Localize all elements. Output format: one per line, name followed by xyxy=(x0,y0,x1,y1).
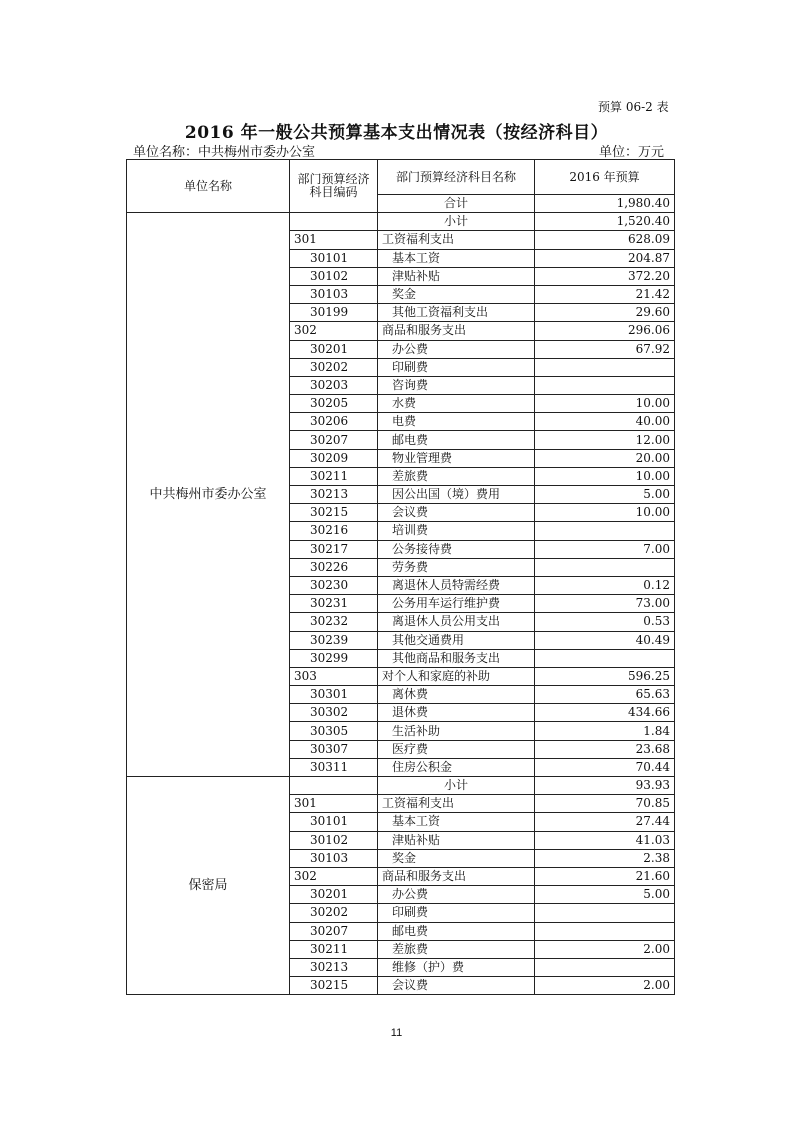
account-code-cell: 30103 xyxy=(290,285,378,303)
budget-value-cell: 40.00 xyxy=(535,413,675,431)
budget-value-cell: 41.03 xyxy=(535,831,675,849)
budget-value-cell: 5.00 xyxy=(535,486,675,504)
account-name-cell: 电费 xyxy=(378,413,535,431)
budget-value-cell xyxy=(535,522,675,540)
budget-table-body xyxy=(127,160,675,995)
account-name-cell: 会议费 xyxy=(378,504,535,522)
account-code-cell: 30101 xyxy=(290,249,378,267)
header-unit-name: 单位名称 xyxy=(127,160,290,213)
budget-value-cell: 93.93 xyxy=(535,777,675,795)
account-name-cell: 邮电费 xyxy=(378,431,535,449)
account-code-cell: 30230 xyxy=(290,576,378,594)
budget-value-cell: 29.60 xyxy=(535,304,675,322)
account-code-cell: 30239 xyxy=(290,631,378,649)
budget-value-cell: 67.92 xyxy=(535,340,675,358)
account-code-cell: 30305 xyxy=(290,722,378,740)
page-number: 11 xyxy=(390,1027,403,1039)
budget-value-cell: 0.53 xyxy=(535,613,675,631)
account-name-cell: 基本工资 xyxy=(378,249,535,267)
account-code-cell: 30311 xyxy=(290,758,378,776)
account-code-cell: 30207 xyxy=(290,922,378,940)
account-code-cell: 30213 xyxy=(290,486,378,504)
unit-name-label: 单位名称：中共梅州市委办公室 xyxy=(133,145,316,160)
account-name-cell: 对个人和家庭的补助 xyxy=(378,667,535,685)
account-name-cell: 维修（护）费 xyxy=(378,958,535,976)
budget-value-cell: 434.66 xyxy=(535,704,675,722)
account-code-cell: 30232 xyxy=(290,613,378,631)
budget-value-cell: 2.38 xyxy=(535,849,675,867)
budget-value-cell: 20.00 xyxy=(535,449,675,467)
account-name-cell: 奖金 xyxy=(378,285,535,303)
account-name-cell: 印刷费 xyxy=(378,358,535,376)
budget-value-cell: 23.68 xyxy=(535,740,675,758)
account-code-cell: 30102 xyxy=(290,267,378,285)
account-name-cell: 奖金 xyxy=(378,849,535,867)
account-code-cell: 30211 xyxy=(290,467,378,485)
account-code-cell: 30215 xyxy=(290,504,378,522)
account-name-cell: 住房公积金 xyxy=(378,758,535,776)
account-name-cell: 离退休人员公用支出 xyxy=(378,613,535,631)
budget-value-cell: 10.00 xyxy=(535,467,675,485)
budget-value-cell: 10.00 xyxy=(535,395,675,413)
budget-value-cell xyxy=(535,904,675,922)
account-name-cell: 医疗费 xyxy=(378,740,535,758)
account-code-cell xyxy=(290,213,378,231)
account-name-cell: 生活补助 xyxy=(378,722,535,740)
budget-value-cell: 2.00 xyxy=(535,977,675,995)
account-name-cell: 工资福利支出 xyxy=(378,795,535,813)
account-name-cell: 公务接待费 xyxy=(378,540,535,558)
budget-value-cell: 73.00 xyxy=(535,595,675,613)
account-code-cell: 30203 xyxy=(290,376,378,394)
account-name-cell: 退休费 xyxy=(378,704,535,722)
account-code-cell: 30231 xyxy=(290,595,378,613)
budget-value-cell: 21.42 xyxy=(535,285,675,303)
budget-value-cell: 7.00 xyxy=(535,540,675,558)
account-name-cell: 商品和服务支出 xyxy=(378,867,535,885)
account-code-cell: 30207 xyxy=(290,431,378,449)
account-name-cell: 因公出国（境）费用 xyxy=(378,486,535,504)
account-code-cell: 30202 xyxy=(290,904,378,922)
page-title: 2016 年一般公共预算基本支出情况表（按经济科目） xyxy=(184,123,609,143)
table-row xyxy=(127,213,675,231)
budget-value-cell xyxy=(535,922,675,940)
budget-value-cell: 5.00 xyxy=(535,886,675,904)
account-name-cell: 邮电费 xyxy=(378,922,535,940)
budget-value-cell: 70.44 xyxy=(535,758,675,776)
budget-value-cell: 10.00 xyxy=(535,504,675,522)
header-code: 部门预算经济科目编码 xyxy=(290,160,378,213)
account-name-cell: 公务用车运行维护费 xyxy=(378,595,535,613)
account-name-cell: 其他商品和服务支出 xyxy=(378,649,535,667)
account-code-cell: 30211 xyxy=(290,940,378,958)
account-code-cell: 30226 xyxy=(290,558,378,576)
account-code-cell: 30205 xyxy=(290,395,378,413)
account-code-cell: 30215 xyxy=(290,977,378,995)
account-name-cell: 办公费 xyxy=(378,340,535,358)
budget-value-cell: 65.63 xyxy=(535,686,675,704)
account-name-cell: 咨询费 xyxy=(378,376,535,394)
budget-value-cell: 1,520.40 xyxy=(535,213,675,231)
account-name-cell: 小计 xyxy=(378,777,535,795)
account-code-cell: 30102 xyxy=(290,831,378,849)
budget-value-cell: 1.84 xyxy=(535,722,675,740)
account-code-cell: 302 xyxy=(290,322,378,340)
budget-value-cell: 27.44 xyxy=(535,813,675,831)
account-code-cell: 302 xyxy=(290,867,378,885)
account-name-cell: 水费 xyxy=(378,395,535,413)
account-code-cell: 30209 xyxy=(290,449,378,467)
budget-value-cell: 0.12 xyxy=(535,576,675,594)
account-name-cell: 商品和服务支出 xyxy=(378,322,535,340)
form-code-label: 预算 06-2 表 xyxy=(598,100,669,114)
account-code-cell xyxy=(290,777,378,795)
account-code-cell: 301 xyxy=(290,231,378,249)
account-code-cell: 30301 xyxy=(290,686,378,704)
header-budget: 2016 年预算 xyxy=(535,160,675,195)
budget-value-cell: 12.00 xyxy=(535,431,675,449)
account-name-cell: 基本工资 xyxy=(378,813,535,831)
account-name-cell: 其他交通费用 xyxy=(378,631,535,649)
account-code-cell: 30201 xyxy=(290,886,378,904)
budget-value-cell xyxy=(535,958,675,976)
currency-unit-label: 单位：万元 xyxy=(599,145,665,160)
account-name-cell: 津贴补贴 xyxy=(378,831,535,849)
total-value: 1,980.40 xyxy=(535,195,675,213)
header-row xyxy=(127,160,675,195)
budget-value-cell xyxy=(535,558,675,576)
budget-value-cell: 596.25 xyxy=(535,667,675,685)
account-name-cell: 差旅费 xyxy=(378,467,535,485)
unit-name-cell: 中共梅州市委办公室 xyxy=(127,213,290,777)
account-name-cell: 培训费 xyxy=(378,522,535,540)
account-code-cell: 30213 xyxy=(290,958,378,976)
account-name-cell: 离休费 xyxy=(378,686,535,704)
account-name-cell: 差旅费 xyxy=(378,940,535,958)
account-code-cell: 30307 xyxy=(290,740,378,758)
account-name-cell: 物业管理费 xyxy=(378,449,535,467)
budget-value-cell xyxy=(535,358,675,376)
account-code-cell: 30216 xyxy=(290,522,378,540)
unit-name-cell: 保密局 xyxy=(127,777,290,995)
account-name-cell: 会议费 xyxy=(378,977,535,995)
account-code-cell: 30217 xyxy=(290,540,378,558)
account-name-cell: 劳务费 xyxy=(378,558,535,576)
account-code-cell: 30202 xyxy=(290,358,378,376)
budget-value-cell xyxy=(535,376,675,394)
budget-value-cell: 296.06 xyxy=(535,322,675,340)
account-name-cell: 津贴补贴 xyxy=(378,267,535,285)
account-name-cell: 其他工资福利支出 xyxy=(378,304,535,322)
budget-value-cell: 372.20 xyxy=(535,267,675,285)
budget-value-cell: 70.85 xyxy=(535,795,675,813)
budget-value-cell: 21.60 xyxy=(535,867,675,885)
budget-value-cell: 40.49 xyxy=(535,631,675,649)
account-code-cell: 30101 xyxy=(290,813,378,831)
account-name-cell: 办公费 xyxy=(378,886,535,904)
account-name-cell: 工资福利支出 xyxy=(378,231,535,249)
account-name-cell: 小计 xyxy=(378,213,535,231)
account-code-cell: 301 xyxy=(290,795,378,813)
account-code-cell: 30199 xyxy=(290,304,378,322)
budget-value-cell: 204.87 xyxy=(535,249,675,267)
budget-table xyxy=(126,159,675,995)
account-code-cell: 303 xyxy=(290,667,378,685)
account-code-cell: 30299 xyxy=(290,649,378,667)
table-row xyxy=(127,777,675,795)
account-code-cell: 30201 xyxy=(290,340,378,358)
budget-value-cell: 628.09 xyxy=(535,231,675,249)
account-code-cell: 30206 xyxy=(290,413,378,431)
account-name-cell: 印刷费 xyxy=(378,904,535,922)
account-code-cell: 30103 xyxy=(290,849,378,867)
account-code-cell: 30302 xyxy=(290,704,378,722)
budget-value-cell xyxy=(535,649,675,667)
header-name: 部门预算经济科目名称 xyxy=(378,160,535,195)
account-name-cell: 离退休人员特需经费 xyxy=(378,576,535,594)
total-label: 合计 xyxy=(378,195,535,213)
budget-value-cell: 2.00 xyxy=(535,940,675,958)
